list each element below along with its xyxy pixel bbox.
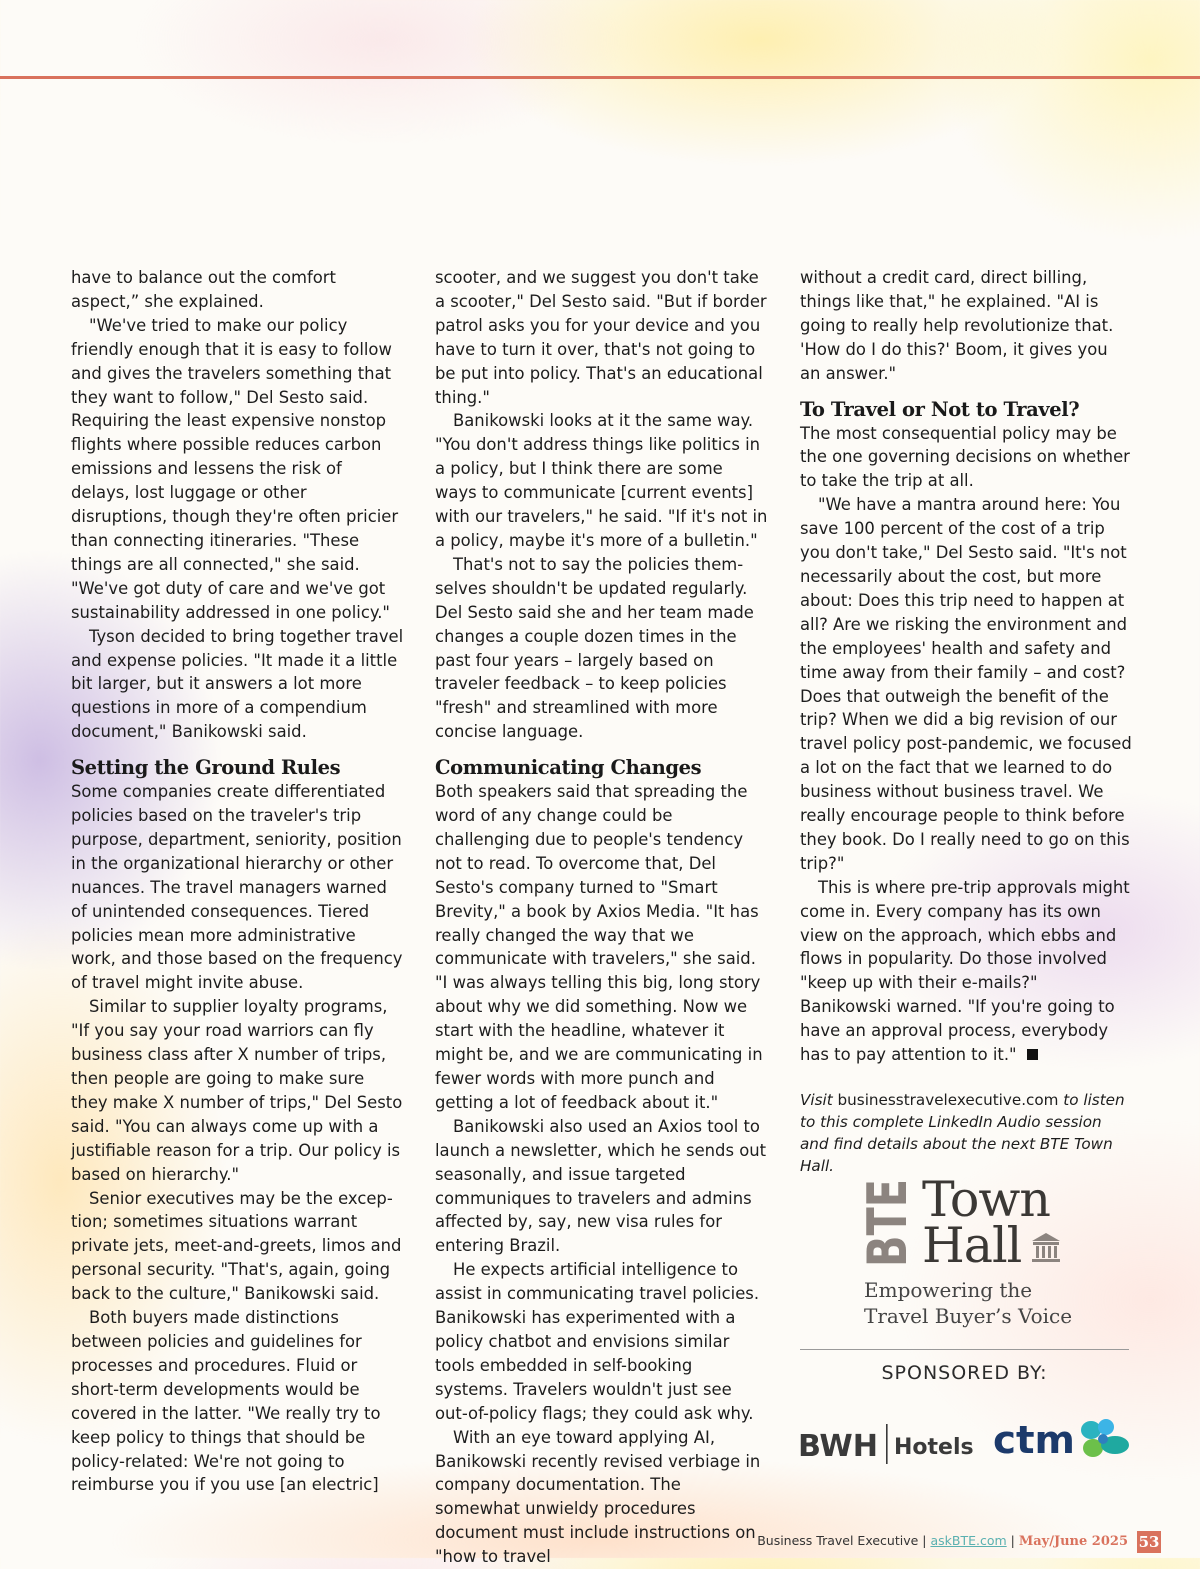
paragraph: scooter, and we suggest you don't take a scooter," Del Sesto said. "But if border patrol asks you for your device and you have to turn it over, that's not going to be put into policy. That's an educational thing." xyxy=(435,268,767,407)
paragraph: "We've tried to make our policy friendly enough that it is easy to follow and gives the travelers something that they want to follow," Del Sesto said. Requiring the least expensive nonstop flights where possible reduces carbon emissions and lessens the risk of delays, lost luggage or other disruptions, though they're often pricier than connecting itineraries. "These things are all connected," she said. "We've got duty of care and we've got sustainability addressed in one policy." xyxy=(71,315,399,622)
paragraph: He expects artificial intelligence to assist in communicating travel policies. Banikowski has experimented with a policy chatbot and envisions similar tools embedded in self-booking systems. Travelers wouldn't just see out-of-policy flags; they could ask why. xyxy=(435,1260,760,1423)
credit-suffix: to listen to this complete LinkedIn Audio session and find details about the next BTE Town Hall. xyxy=(800,1091,1125,1175)
ctm-butterfly-icon xyxy=(1081,1419,1129,1457)
sponsored-by-label: SPONSORED BY: xyxy=(881,1362,1048,1384)
end-of-article-mark xyxy=(1027,1049,1038,1060)
logo-hall-text: Hall xyxy=(922,1217,1022,1274)
paragraph: without a credit card, direct billing, things like that," he explained. "AI is going to really help revolutionize that. 'How do I do this?' Boom, it gives you an answer." xyxy=(800,268,1114,383)
ctm-logo[interactable] xyxy=(993,1415,1133,1467)
svg-text:Hotels: Hotels xyxy=(894,1435,974,1460)
page-footer xyxy=(757,1533,1128,1549)
logo-tagline-line-2: Travel Buyer’s Voice xyxy=(864,1304,1073,1328)
bwh-hotels-logo[interactable] xyxy=(798,1420,973,1468)
page-number: 53 xyxy=(1138,1533,1160,1551)
svg-text:BWH: BWH xyxy=(798,1429,878,1464)
paragraph: Both buyers made distinctions between policies and guidelines for processes and procedures. Fluid or short-term developments would be covered in the latter. "We really try to keep policy to things that should be policy-related: We're not going to reimburse you if you use [an electric] xyxy=(71,1308,381,1495)
footer-separator: | xyxy=(918,1533,931,1548)
svg-text:ctm: ctm xyxy=(993,1418,1075,1462)
paragraph: have to balance out the comfort aspect,” she explained. xyxy=(71,268,336,311)
section-heading: Communicating Changes xyxy=(435,756,702,780)
paragraph: With an eye toward applying AI, Banikowski recently revised verbiage in company documentation. The somewhat unwieldy procedures document must include instructions on "how to travel xyxy=(435,1427,761,1567)
paragraph: Banikowski also used an Axios tool to launch a newsletter, which he sends out seasonally, and issue targeted communiques to travelers and admins affected by, say, new visa rules for entering Brazil. xyxy=(435,1116,767,1256)
article-column-3 xyxy=(800,266,1132,1177)
sponsor-divider xyxy=(800,1349,1129,1350)
credit-prefix: Visit xyxy=(800,1091,833,1109)
publication-name: Business Travel Executive xyxy=(757,1533,919,1548)
logo-tagline-line-1: Empowering the xyxy=(864,1278,1033,1302)
bte-town-hall-logo xyxy=(856,1152,1082,1335)
paragraph: Tyson decided to bring together travel and expense policies. "It made it a little bit larger, but it answers a lot more questions in more of a compendium document," Banikowski said. xyxy=(71,626,404,742)
paragraph: Senior executives may be the exception; sometimes situations warrant private jets, meet-and-greets, limos and personal security. "That's, again, going back to the culture," Banikowski said. xyxy=(71,1188,402,1304)
article-column-1 xyxy=(71,266,405,1497)
paragraph: Some companies create differentiated policies based on the traveler's trip purpose, department, seniority, position in the organizational hierarchy or other nuances. The travel managers warned of unintended consequences. Tiered policies mean more administrative work, and those based on the frequency of travel might invite abuse. xyxy=(71,782,403,993)
paragraph: "We have a mantra around here: You save 100 percent of the cost of a trip you don't take," Del Sesto said. "It's not necessarily about the cost, but more about: Does this trip need to happen at all? Are we risking the environment and the employees' health and safety and time away from their family – and cost? Does that outweigh the benefit of the trip? When we did a big revision of our travel policy post-pandemic, we focused a lot on the fact that we learned to do business without business travel. We really encourage people to think before they book. Do I really need to go on this trip?" xyxy=(800,495,1132,873)
paragraph: Similar to supplier loyalty programs, "If you say your road warriors can fly business class after X number of trips, then people are going to make sure they make X number of trips," Del Sesto said. "You can always come up with a justifiable reason for a trip. Our policy is based on hierarchy." xyxy=(71,997,403,1184)
section-heading: Setting the Ground Rules xyxy=(71,756,341,780)
section-heading: To Travel or Not to Travel? xyxy=(800,397,1080,421)
article-credit xyxy=(800,1089,1132,1177)
website-link[interactable]: askBTE.com xyxy=(930,1533,1007,1548)
paragraph: Banikowski looks at it the same way. "You don't address things like politics in a policy, but I think there are some ways to communicate [current events] with our travelers," he said. "If it's not in a policy, maybe it's more of a bulletin." xyxy=(435,411,768,550)
paragraph: The most consequential policy may be the one governing decisions on whether to take the trip at all. xyxy=(800,423,1130,491)
town-hall-building-icon xyxy=(1030,1231,1062,1265)
paragraph-text: This is where pre-trip approvals might come in. Every company has its own view on the approach, which ebbs and flows in popularity. Do those involved "keep up with their e-mails?" Banikowski warned. "If you're going to have an approval process, everybody has to pay attention to it." xyxy=(800,877,1130,1065)
issue-date: May/June 2025 xyxy=(1018,1534,1128,1549)
credit-website[interactable]: businesstravelexecutive.com xyxy=(837,1091,1059,1109)
footer-separator: | xyxy=(1006,1533,1019,1548)
article-column-2 xyxy=(435,266,769,1569)
svg-text:BTE: BTE xyxy=(856,1152,919,1267)
paragraph: That's not to say the policies themselves shouldn't be updated regularly. Del Sesto said she and her team made changes a couple dozen times in the past four years – largely based on traveler feedback – to keep policies "fresh" and streamlined with more concise language. xyxy=(435,554,754,742)
paragraph xyxy=(800,876,1132,1067)
bte-vertical-wordmark xyxy=(856,1152,919,1269)
top-accent-rule xyxy=(0,76,1200,79)
logo-town-text: Town xyxy=(922,1171,1050,1228)
paragraph: Both speakers said that spreading the word of any change could be challenging due to people's tendency not to read. To overcome that, Del Sesto's company turned to "Smart Brevity," a book by Axios Media. "It has really changed the way that we communicate with travelers," she said. "I was always telling this big, long story about why we did something. Now we start with the headline, whatever it might be, and we are communicating in fewer words with more punch and getting a lot of feedback about it." xyxy=(435,782,763,1112)
logo-tagline xyxy=(864,1277,1072,1329)
